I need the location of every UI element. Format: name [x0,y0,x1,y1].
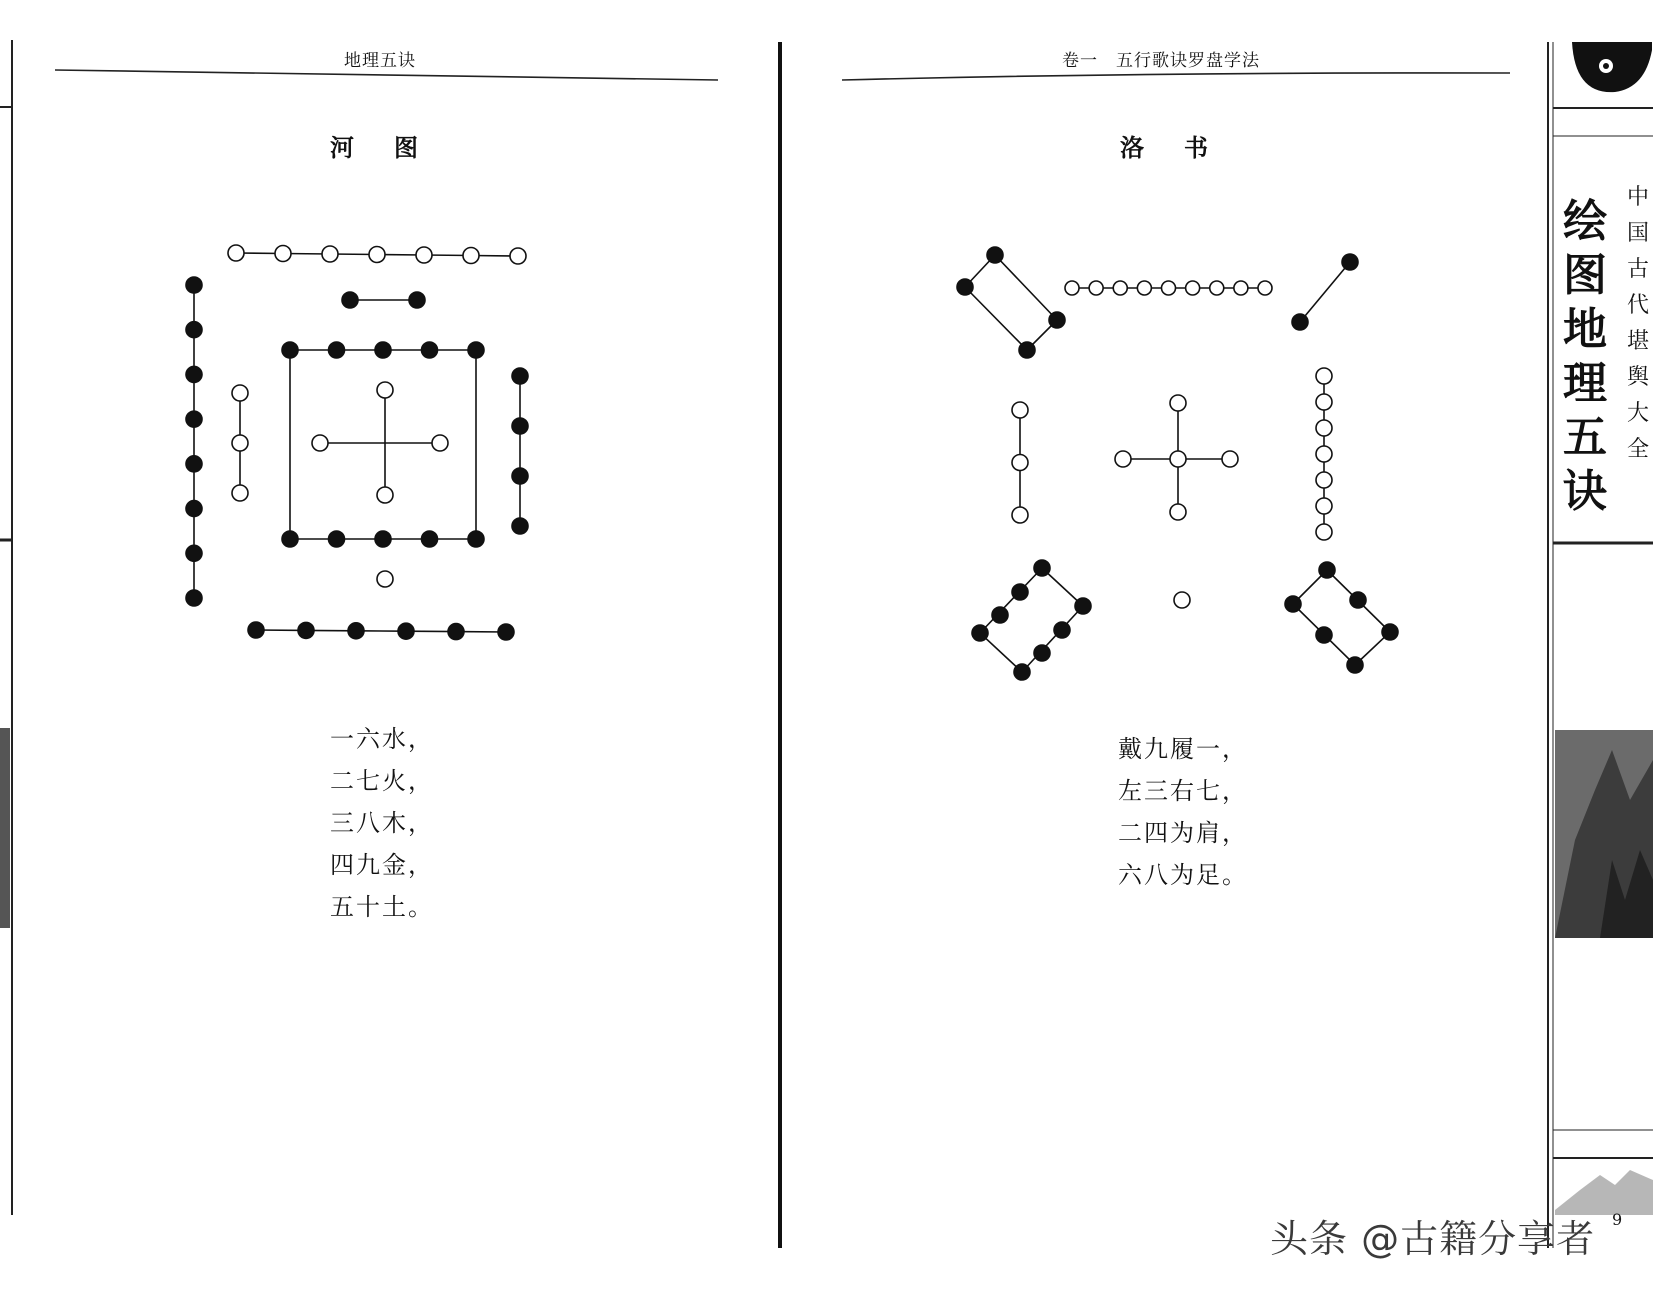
yin-dot [468,531,484,547]
yin-dot [1292,314,1308,330]
connector-line [965,287,1027,350]
yin-dot [375,342,391,358]
yang-dot [1065,281,1079,295]
watermark-text: 头条 @古籍分享者 [1270,1217,1596,1261]
yin-dot [282,342,298,358]
yin-dot [498,624,514,640]
connector-line [1300,262,1350,322]
hetu-diagram [170,230,550,650]
yang-dot [232,485,248,501]
yin-dot [987,247,1003,263]
yin-dot [957,279,973,295]
yang-dot [1222,451,1238,467]
yin-dot [298,622,314,638]
yin-dot [1382,624,1398,640]
yang-dot [1113,281,1127,295]
yin-dot [448,624,464,640]
yang-dot [1316,446,1332,462]
yang-dot [232,435,248,451]
title-char: 地 [1563,304,1607,355]
yin-dot [512,368,528,384]
yang-dot [416,247,432,263]
yin-dot [1075,598,1091,614]
yin-dot [1014,664,1030,680]
connector-line [995,255,1057,320]
yin-dot [512,518,528,534]
yin-dot [512,418,528,434]
yang-dot [1115,451,1131,467]
yin-dot [1054,622,1070,638]
yin-dot [282,531,298,547]
yang-dot [1170,504,1186,520]
verse-line: 六八为足。 [1118,861,1248,889]
yin-dot [512,468,528,484]
yin-dot [186,456,202,472]
yang-dot [510,248,526,264]
yang-dot [1012,455,1028,471]
series-char: 大 [1626,401,1649,426]
series-char: 全 [1626,437,1649,462]
yang-dot [1234,281,1248,295]
yang-dot [1137,281,1151,295]
verse-line: 四九金， [330,851,434,879]
verse-line: 二四为肩， [1118,819,1248,847]
yang-dot [1170,395,1186,411]
luoshu-diagram [950,240,1410,690]
sidebar-series-title [1625,180,1651,468]
yin-dot [375,531,391,547]
yang-dot [1186,281,1200,295]
yin-dot [409,292,425,308]
verse-line: 左三右七， [1118,777,1248,805]
verse-line: 三八木， [330,809,434,837]
series-char: 代 [1626,293,1649,318]
title-char: 绘 [1563,196,1607,247]
verse-line: 一六水， [330,725,434,753]
verse-line: 五十土。 [330,893,434,921]
yin-dot [972,625,988,641]
yin-dot [186,411,202,427]
yin-dot [468,342,484,358]
yang-dot [312,435,328,451]
yang-dot [1316,368,1332,384]
yang-dot [1210,281,1224,295]
yin-dot [186,590,202,606]
yin-dot [422,531,438,547]
yin-dot [1319,562,1335,578]
yang-dot [322,246,338,262]
yang-dot [1316,420,1332,436]
yin-dot [186,322,202,338]
yang-dot [1174,592,1190,608]
yang-dot [369,247,385,263]
yang-dot [1012,507,1028,523]
series-char: 舆 [1626,365,1649,390]
yin-dot [1316,627,1332,643]
yang-dot [1316,524,1332,540]
yang-dot [1258,281,1272,295]
yang-dot [432,435,448,451]
yin-dot [186,277,202,293]
luoshu-verse [1118,728,1248,896]
yin-dot [348,623,364,639]
sidebar-book-title [1560,195,1610,519]
yin-dot [186,545,202,561]
yin-dot [398,623,414,639]
yin-dot [1347,657,1363,673]
verse-line: 戴九履一， [1118,735,1248,763]
yang-dot [463,248,479,264]
connector-line [980,568,1042,633]
left-running-header: 地理五诀 [344,51,416,71]
yin-dot [1350,592,1366,608]
series-char: 古 [1626,257,1649,282]
yin-dot [1285,596,1301,612]
title-char: 图 [1563,250,1607,301]
yang-dot [1162,281,1176,295]
connector-line [1022,606,1083,672]
verse-line: 二七火， [330,767,434,795]
yin-dot [186,366,202,382]
yang-dot [228,245,244,261]
yang-dot [377,487,393,503]
yin-yang-emblem [1572,42,1652,92]
yang-dot [1316,472,1332,488]
yin-dot [186,501,202,517]
yin-dot [1049,312,1065,328]
yang-dot [1012,402,1028,418]
luoshu-title: 洛 书 [1120,134,1216,162]
yang-dot [1089,281,1103,295]
hetu-verse [330,718,434,928]
yang-dot [377,571,393,587]
yin-dot [422,342,438,358]
hetu-title: 河 图 [330,134,426,162]
yin-dot [1019,342,1035,358]
yin-dot [342,292,358,308]
yin-dot [329,531,345,547]
yin-dot [1012,584,1028,600]
yang-dot [1316,498,1332,514]
yang-dot [1170,451,1186,467]
series-char: 堪 [1626,329,1649,354]
yin-dot [992,607,1008,623]
page-number: 9 [1612,1210,1623,1229]
yang-dot [232,385,248,401]
title-char: 五 [1563,412,1607,463]
yin-dot [248,622,264,638]
right-running-header: 卷一 五行歌诀罗盘学法 [1062,51,1260,71]
title-char: 理 [1563,358,1607,409]
yin-dot [1342,254,1358,270]
title-char: 诀 [1563,466,1607,517]
yang-dot [377,382,393,398]
series-char: 中 [1626,185,1649,210]
yin-dot [329,342,345,358]
yang-dot [275,246,291,262]
yang-dot [1316,394,1332,410]
yin-dot [1034,560,1050,576]
series-char: 国 [1626,221,1649,246]
yin-dot [1034,645,1050,661]
